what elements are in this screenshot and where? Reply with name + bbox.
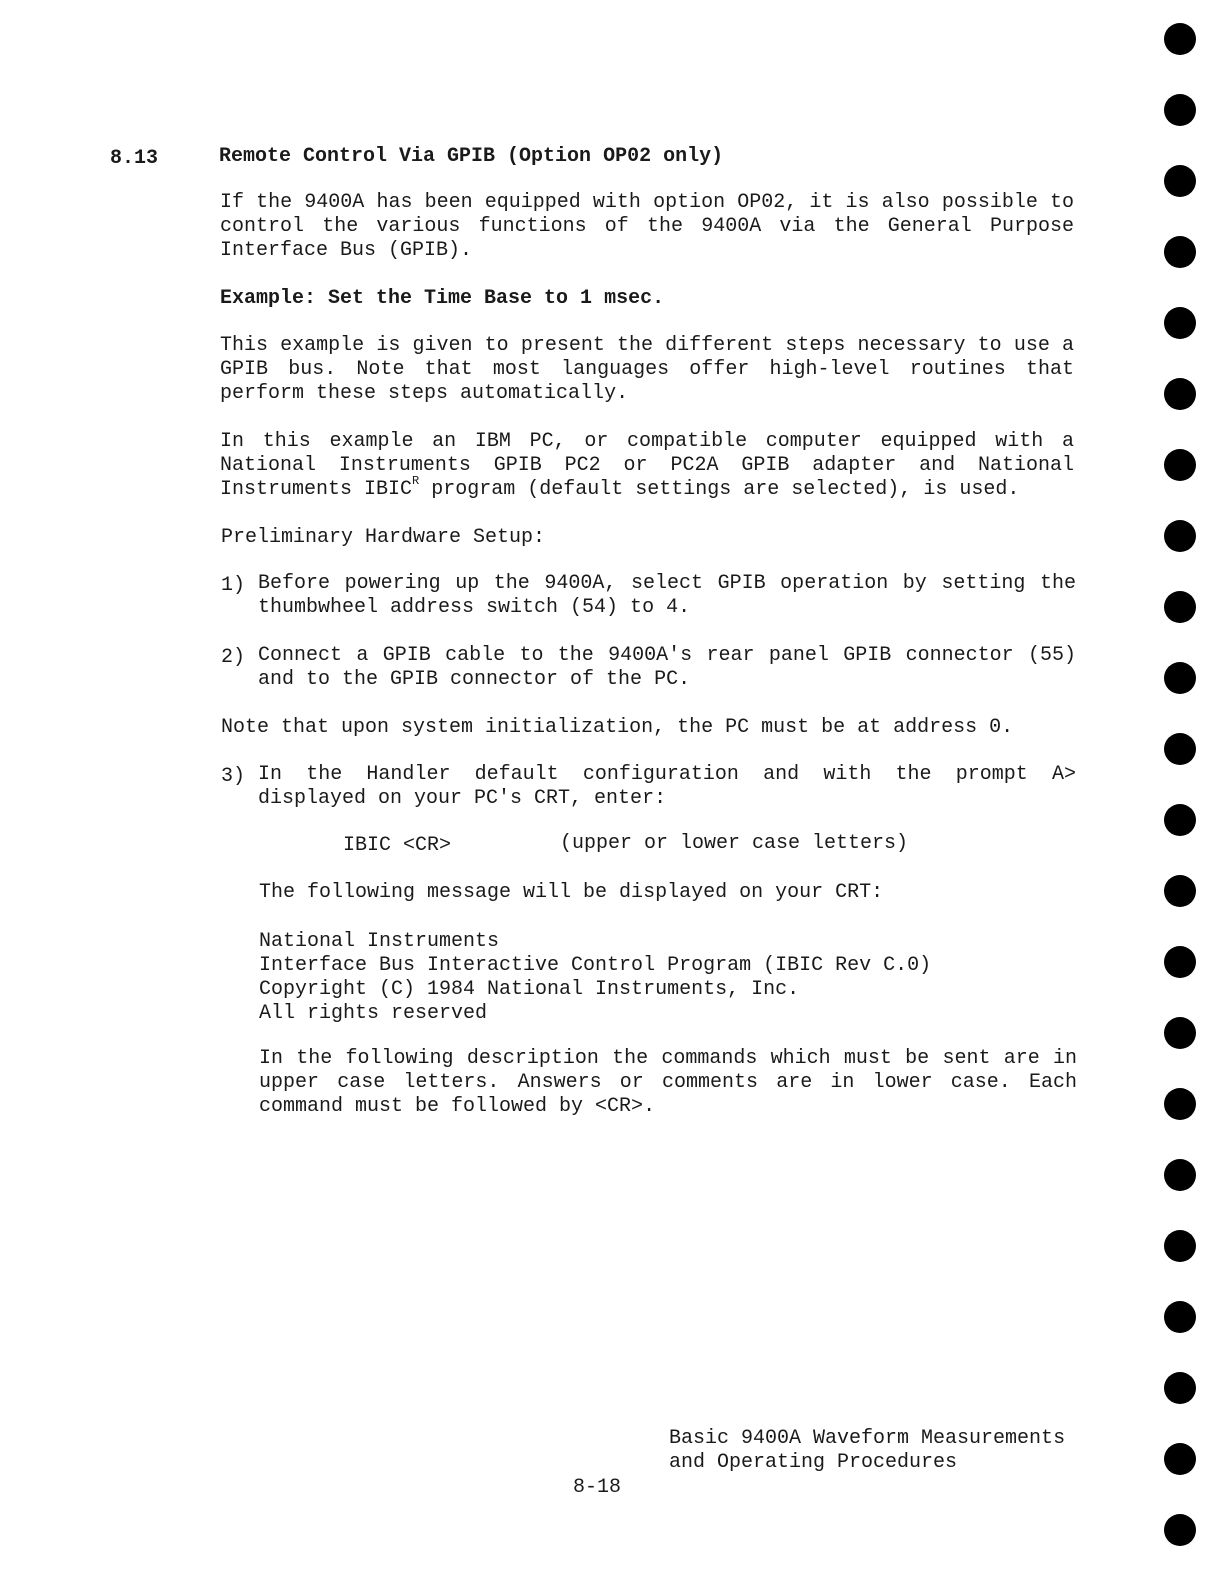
text-line: and to the GPIB connector of the PC. [258,668,691,691]
binder-hole [1164,875,1196,907]
text-line: In this example an IBM PC, or compatible computer equipped with a [220,430,1074,453]
section-title: Remote Control Via GPIB (Option OP02 only) [219,145,724,168]
binder-hole [1164,733,1196,765]
binder-hole [1164,449,1196,481]
text-line: upper case letters. Answers or comments are in lower case. Each [259,1071,1077,1094]
binder-hole [1164,1301,1196,1333]
command-comment: (upper or lower case letters) [560,832,909,855]
text-line: command must be followed by <CR>. [259,1095,656,1118]
text-line: Interface Bus Interactive Control Program (IBIC Rev C.0) [259,954,932,977]
binder-hole [1164,1159,1196,1191]
message-intro: The following message will be displayed on your CRT: [259,881,884,904]
step-2-text [258,644,1076,692]
text-line: control the various functions of the 9400A via the General Purpose [220,215,1074,238]
section-number: 8.13 [110,147,159,170]
text-line: If the 9400A has been equipped with option OP02, it is also possible to [220,191,1074,214]
description-paragraph [259,1047,1077,1119]
binder-hole [1164,1088,1196,1120]
footer-title: Basic 9400A Waveform Measurements [669,1427,1066,1450]
binder-hole [1164,378,1196,410]
binder-hole [1164,804,1196,836]
binder-hole [1164,1017,1196,1049]
binder-hole [1164,946,1196,978]
registered-mark: R [412,474,420,488]
text-fragment: Instruments IBIC [220,478,413,501]
text-line: Connect a GPIB cable to the 9400A's rear panel GPIB connector (55) [258,644,1076,667]
step-3-text [258,763,1076,811]
page-number: 8-18 [573,1476,622,1499]
text-line: GPIB bus. Note that most languages offer high-level routines that [220,358,1074,381]
binder-hole [1164,307,1196,339]
binder-hole [1164,662,1196,694]
binder-hole [1164,591,1196,623]
step-number: 1) [221,574,246,597]
binder-hole [1164,165,1196,197]
step-1-text [258,572,1076,620]
prelim-heading: Preliminary Hardware Setup: [221,526,546,549]
text-fragment: program (default settings are selected), is used. [419,478,1020,501]
binder-hole [1164,1230,1196,1262]
example-heading: Example: Set the Time Base to 1 msec. [220,287,665,310]
step-number: 2) [221,646,246,669]
setup-paragraph [220,430,1074,502]
address-note: Note that upon system initialization, the PC must be at address 0. [221,716,1014,739]
footer-subtitle: and Operating Procedures [669,1451,958,1474]
text-line [220,474,1074,502]
binder-hole [1164,94,1196,126]
text-line: Interface Bus (GPIB). [220,239,473,262]
text-line: displayed on your PC's CRT, enter: [258,787,667,810]
binder-hole [1164,1372,1196,1404]
example-paragraph [220,334,1074,406]
text-line: Copyright (C) 1984 National Instruments, Inc. [259,978,800,1001]
command-text: IBIC <CR> [343,834,452,857]
binder-hole [1164,520,1196,552]
text-line: In the following description the commands which must be sent are in [259,1047,1077,1070]
binder-hole [1164,236,1196,268]
text-line: Before powering up the 9400A, select GPIB operation by setting the [258,572,1076,595]
text-line: All rights reserved [259,1002,488,1025]
binder-hole [1164,1514,1196,1546]
text-line: In the Handler default configuration and with the prompt A> [258,763,1076,786]
crt-message [259,930,931,1026]
intro-paragraph [220,191,1074,263]
binder-hole [1164,23,1196,55]
text-line: National Instruments [259,930,500,953]
text-line: This example is given to present the different steps necessary to use a [220,334,1074,357]
binder-hole [1164,1443,1196,1475]
text-line: National Instruments GPIB PC2 or PC2A GPIB adapter and National [220,454,1074,477]
text-line: perform these steps automatically. [220,382,629,405]
step-number: 3) [221,765,246,788]
text-line: thumbwheel address switch (54) to 4. [258,596,691,619]
